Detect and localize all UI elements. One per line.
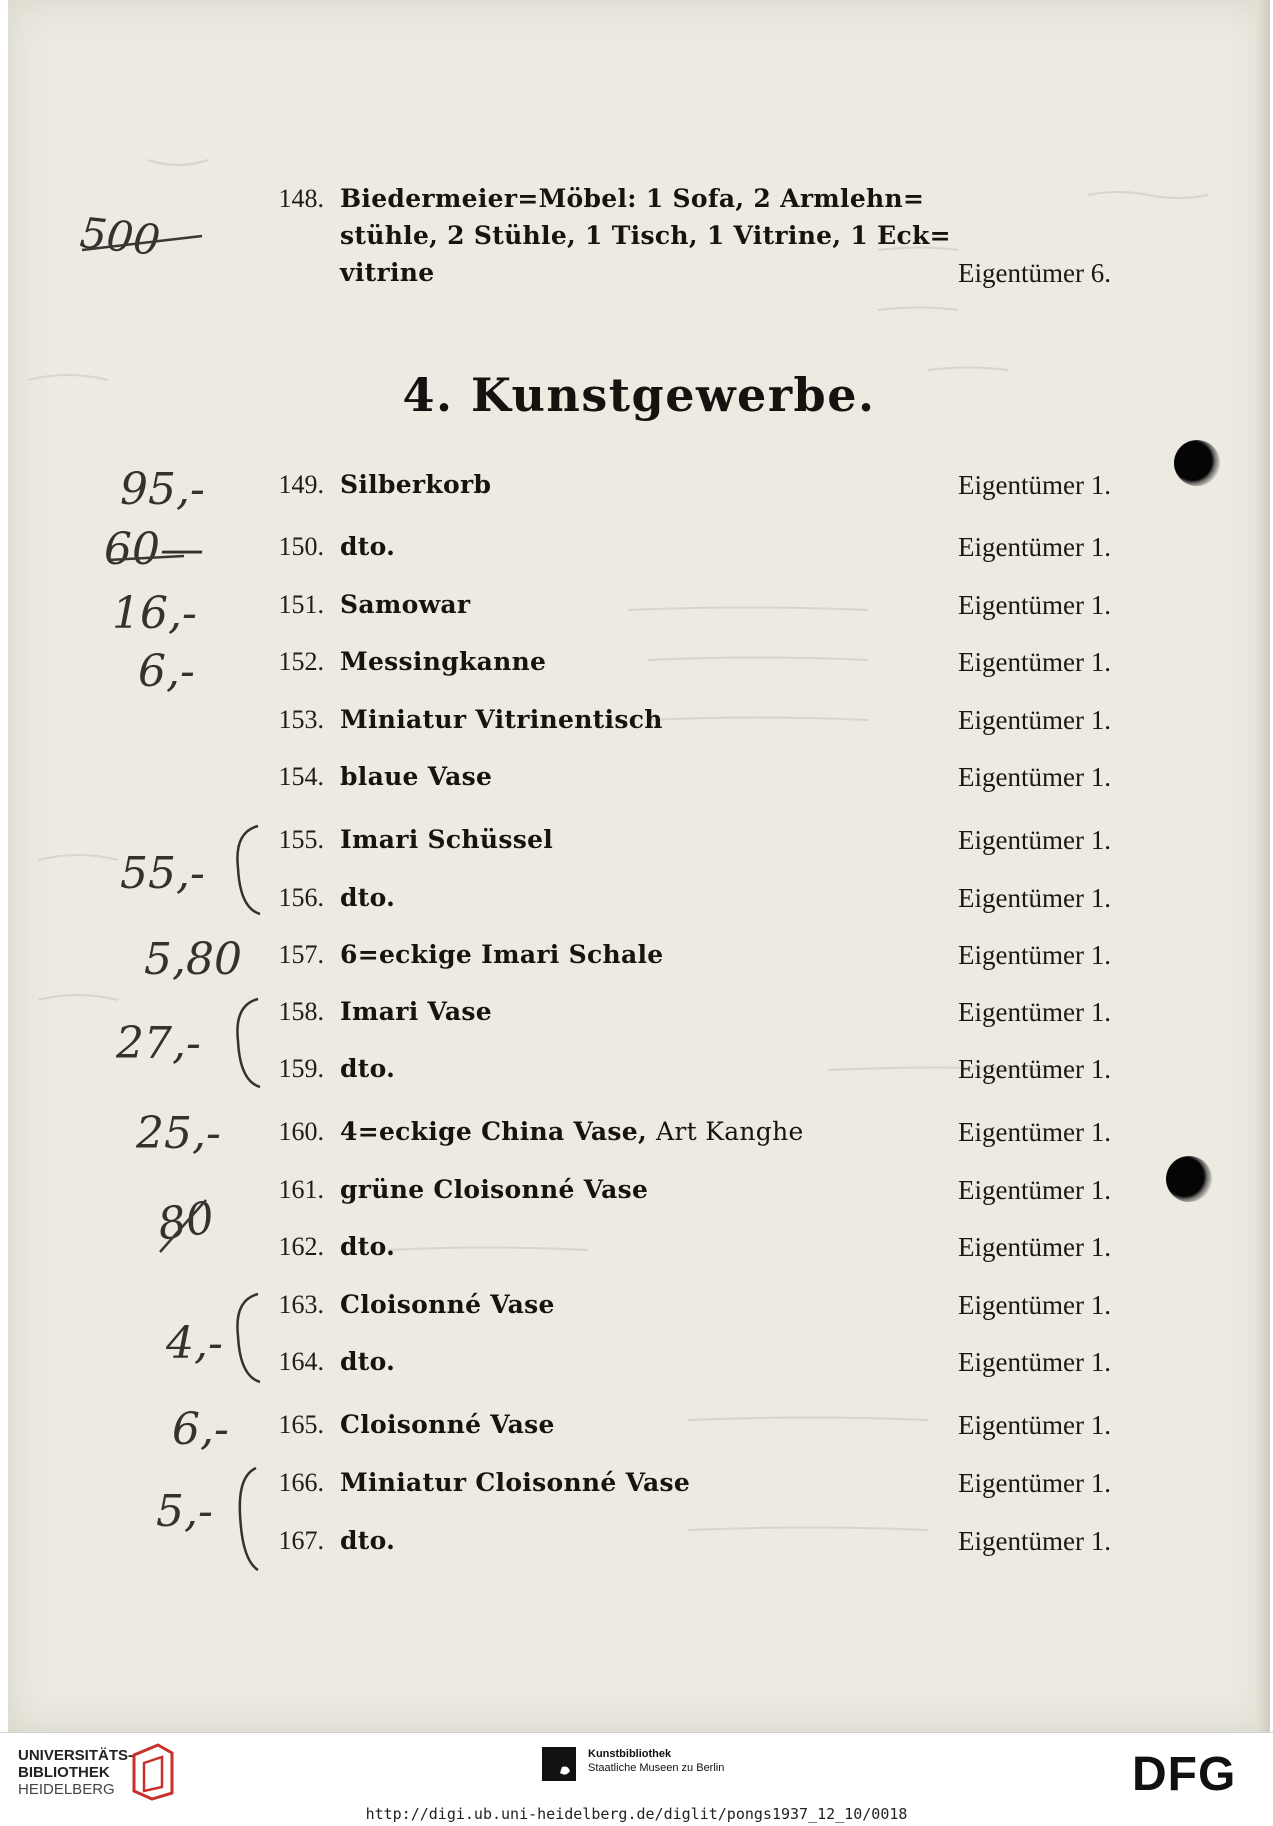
bracket-155-156 xyxy=(228,822,264,918)
item-152 xyxy=(8,647,1270,687)
bracket-166-167 xyxy=(228,1464,264,1574)
item-name: Cloisonné Vase xyxy=(340,1410,555,1439)
item-number: 150. xyxy=(278,532,324,561)
item-number: 160. xyxy=(278,1117,324,1146)
item-name: blaue Vase xyxy=(340,762,493,791)
item-number: 153. xyxy=(278,705,324,734)
item-name: dto. xyxy=(340,1526,396,1555)
item-owner: Eigentümer 6. xyxy=(958,258,1111,288)
handwritten-price-166-167: 5,- xyxy=(156,1486,213,1537)
item-name: Samowar xyxy=(340,590,471,619)
item-name: dto. xyxy=(340,1054,396,1083)
scanned-page xyxy=(8,0,1270,1732)
item-name: dto. xyxy=(340,883,396,912)
item-name-line2: stühle, 2 Stühle, 1 Tisch, 1 Vitrine, 1 Eck= xyxy=(340,221,951,250)
item-owner: Eigentümer 1. xyxy=(958,1117,1111,1147)
library-line1: UNIVERSITÄTS- xyxy=(18,1747,134,1764)
item-number: 148. xyxy=(278,184,324,213)
dfg-logo: DFG xyxy=(1132,1748,1237,1801)
item-number: 159. xyxy=(278,1054,324,1083)
item-owner: Eigentümer 1. xyxy=(958,1175,1111,1205)
item-owner: Eigentümer 1. xyxy=(958,1347,1111,1377)
item-name-line3: vitrine xyxy=(340,258,435,287)
handwritten-price-165: 6,- xyxy=(172,1404,229,1455)
handwritten-price-163-164: 4,- xyxy=(166,1318,223,1369)
handwritten-price-160: 25,- xyxy=(136,1108,221,1159)
item-owner: Eigentümer 1. xyxy=(958,532,1111,562)
kb-line1: Kunstbibliothek xyxy=(588,1748,672,1760)
kunstbibliothek-logo-icon xyxy=(540,1745,578,1783)
item-owner: Eigentümer 1. xyxy=(958,1526,1111,1556)
item-owner: Eigentümer 1. xyxy=(958,1232,1111,1262)
item-name: Messingkanne xyxy=(340,647,547,676)
item-number: 165. xyxy=(278,1410,324,1439)
item-name: Cloisonné Vase xyxy=(340,1290,555,1319)
university-library-name xyxy=(18,1747,133,1798)
item-154 xyxy=(8,762,1270,802)
item-151 xyxy=(8,590,1270,630)
handwritten-price-161-162: 80 xyxy=(154,1192,218,1251)
punch-hole-bottom xyxy=(1166,1156,1212,1202)
item-name: Miniatur Cloisonné Vase xyxy=(340,1468,691,1497)
item-number: 152. xyxy=(278,647,324,676)
item-owner: Eigentümer 1. xyxy=(958,1468,1111,1498)
item-number: 151. xyxy=(278,590,324,619)
strike-mark-150 xyxy=(104,540,194,580)
item-number: 154. xyxy=(278,762,324,791)
item-number: 161. xyxy=(278,1175,324,1204)
item-number: 167. xyxy=(278,1526,324,1555)
item-number: 164. xyxy=(278,1347,324,1376)
source-url[interactable]: http://digi.ub.uni-heidelberg.de/diglit/pongs1937_12_10/0018 xyxy=(365,1805,908,1823)
university-library-logo-icon xyxy=(128,1741,178,1801)
handwritten-price-151: 16,- xyxy=(112,588,197,639)
item-number: 163. xyxy=(278,1290,324,1319)
item-owner: Eigentümer 1. xyxy=(958,1290,1111,1320)
kunstbibliothek-label xyxy=(588,1747,724,1775)
item-owner: Eigentümer 1. xyxy=(958,997,1111,1027)
item-owner: Eigentümer 1. xyxy=(958,883,1111,913)
item-number: 158. xyxy=(278,997,324,1026)
item-name xyxy=(340,1117,804,1146)
item-owner: Eigentümer 1. xyxy=(958,940,1111,970)
item-153 xyxy=(8,705,1270,745)
handwritten-price-148: 500 xyxy=(77,207,163,266)
library-line2: BIBLIOTHEK xyxy=(18,1764,110,1781)
section-heading: 4. Kunstgewerbe. xyxy=(402,368,876,422)
item-name: Miniatur Vitrinentisch xyxy=(340,705,663,734)
strike-mark-148 xyxy=(77,207,208,270)
item-owner: Eigentümer 1. xyxy=(958,647,1111,677)
item-name: Imari Schüssel xyxy=(340,825,554,854)
strike-mark-161-162 xyxy=(154,1192,214,1262)
item-number: 149. xyxy=(278,470,324,499)
handwritten-price-155-156: 55,- xyxy=(120,848,205,899)
bracket-158-159 xyxy=(228,995,264,1091)
bracket-163-164 xyxy=(228,1290,264,1386)
item-name: grüne Cloisonné Vase xyxy=(340,1175,649,1204)
item-name-suffix: Art Kanghe xyxy=(656,1117,804,1146)
item-number: 162. xyxy=(278,1232,324,1261)
handwritten-price-150: 60— xyxy=(104,524,204,575)
handwritten-price-158-159: 27,- xyxy=(116,1018,201,1069)
item-owner: Eigentümer 1. xyxy=(958,762,1111,792)
item-owner: Eigentümer 1. xyxy=(958,470,1111,500)
item-name: Silberkorb xyxy=(340,470,492,499)
item-number: 166. xyxy=(278,1468,324,1497)
item-owner: Eigentümer 1. xyxy=(958,590,1111,620)
item-name-main: 4=eckige China Vase, xyxy=(340,1117,648,1146)
handwritten-price-149: 95,- xyxy=(120,464,205,515)
kb-line2: Staatliche Museen zu Berlin xyxy=(588,1762,725,1774)
item-name: dto. xyxy=(340,1232,396,1261)
punch-hole-top xyxy=(1174,440,1220,486)
item-name-line1: Biedermeier=Möbel: 1 Sofa, 2 Armlehn= xyxy=(340,184,925,213)
item-owner: Eigentümer 1. xyxy=(958,705,1111,735)
item-name: dto. xyxy=(340,532,396,561)
item-name: Imari Vase xyxy=(340,997,492,1026)
item-owner: Eigentümer 1. xyxy=(958,1410,1111,1440)
item-name: 6=eckige Imari Schale xyxy=(340,940,664,969)
item-owner: Eigentümer 1. xyxy=(958,1054,1111,1084)
item-name: dto. xyxy=(340,1347,396,1376)
library-line3: HEIDELBERG xyxy=(18,1781,115,1798)
handwritten-price-152: 6,- xyxy=(138,646,195,697)
item-number: 156. xyxy=(278,883,324,912)
item-owner: Eigentümer 1. xyxy=(958,825,1111,855)
item-number: 157. xyxy=(278,940,324,969)
footer xyxy=(0,1732,1273,1826)
item-number: 155. xyxy=(278,825,324,854)
handwritten-price-157: 5,80 xyxy=(144,934,242,985)
